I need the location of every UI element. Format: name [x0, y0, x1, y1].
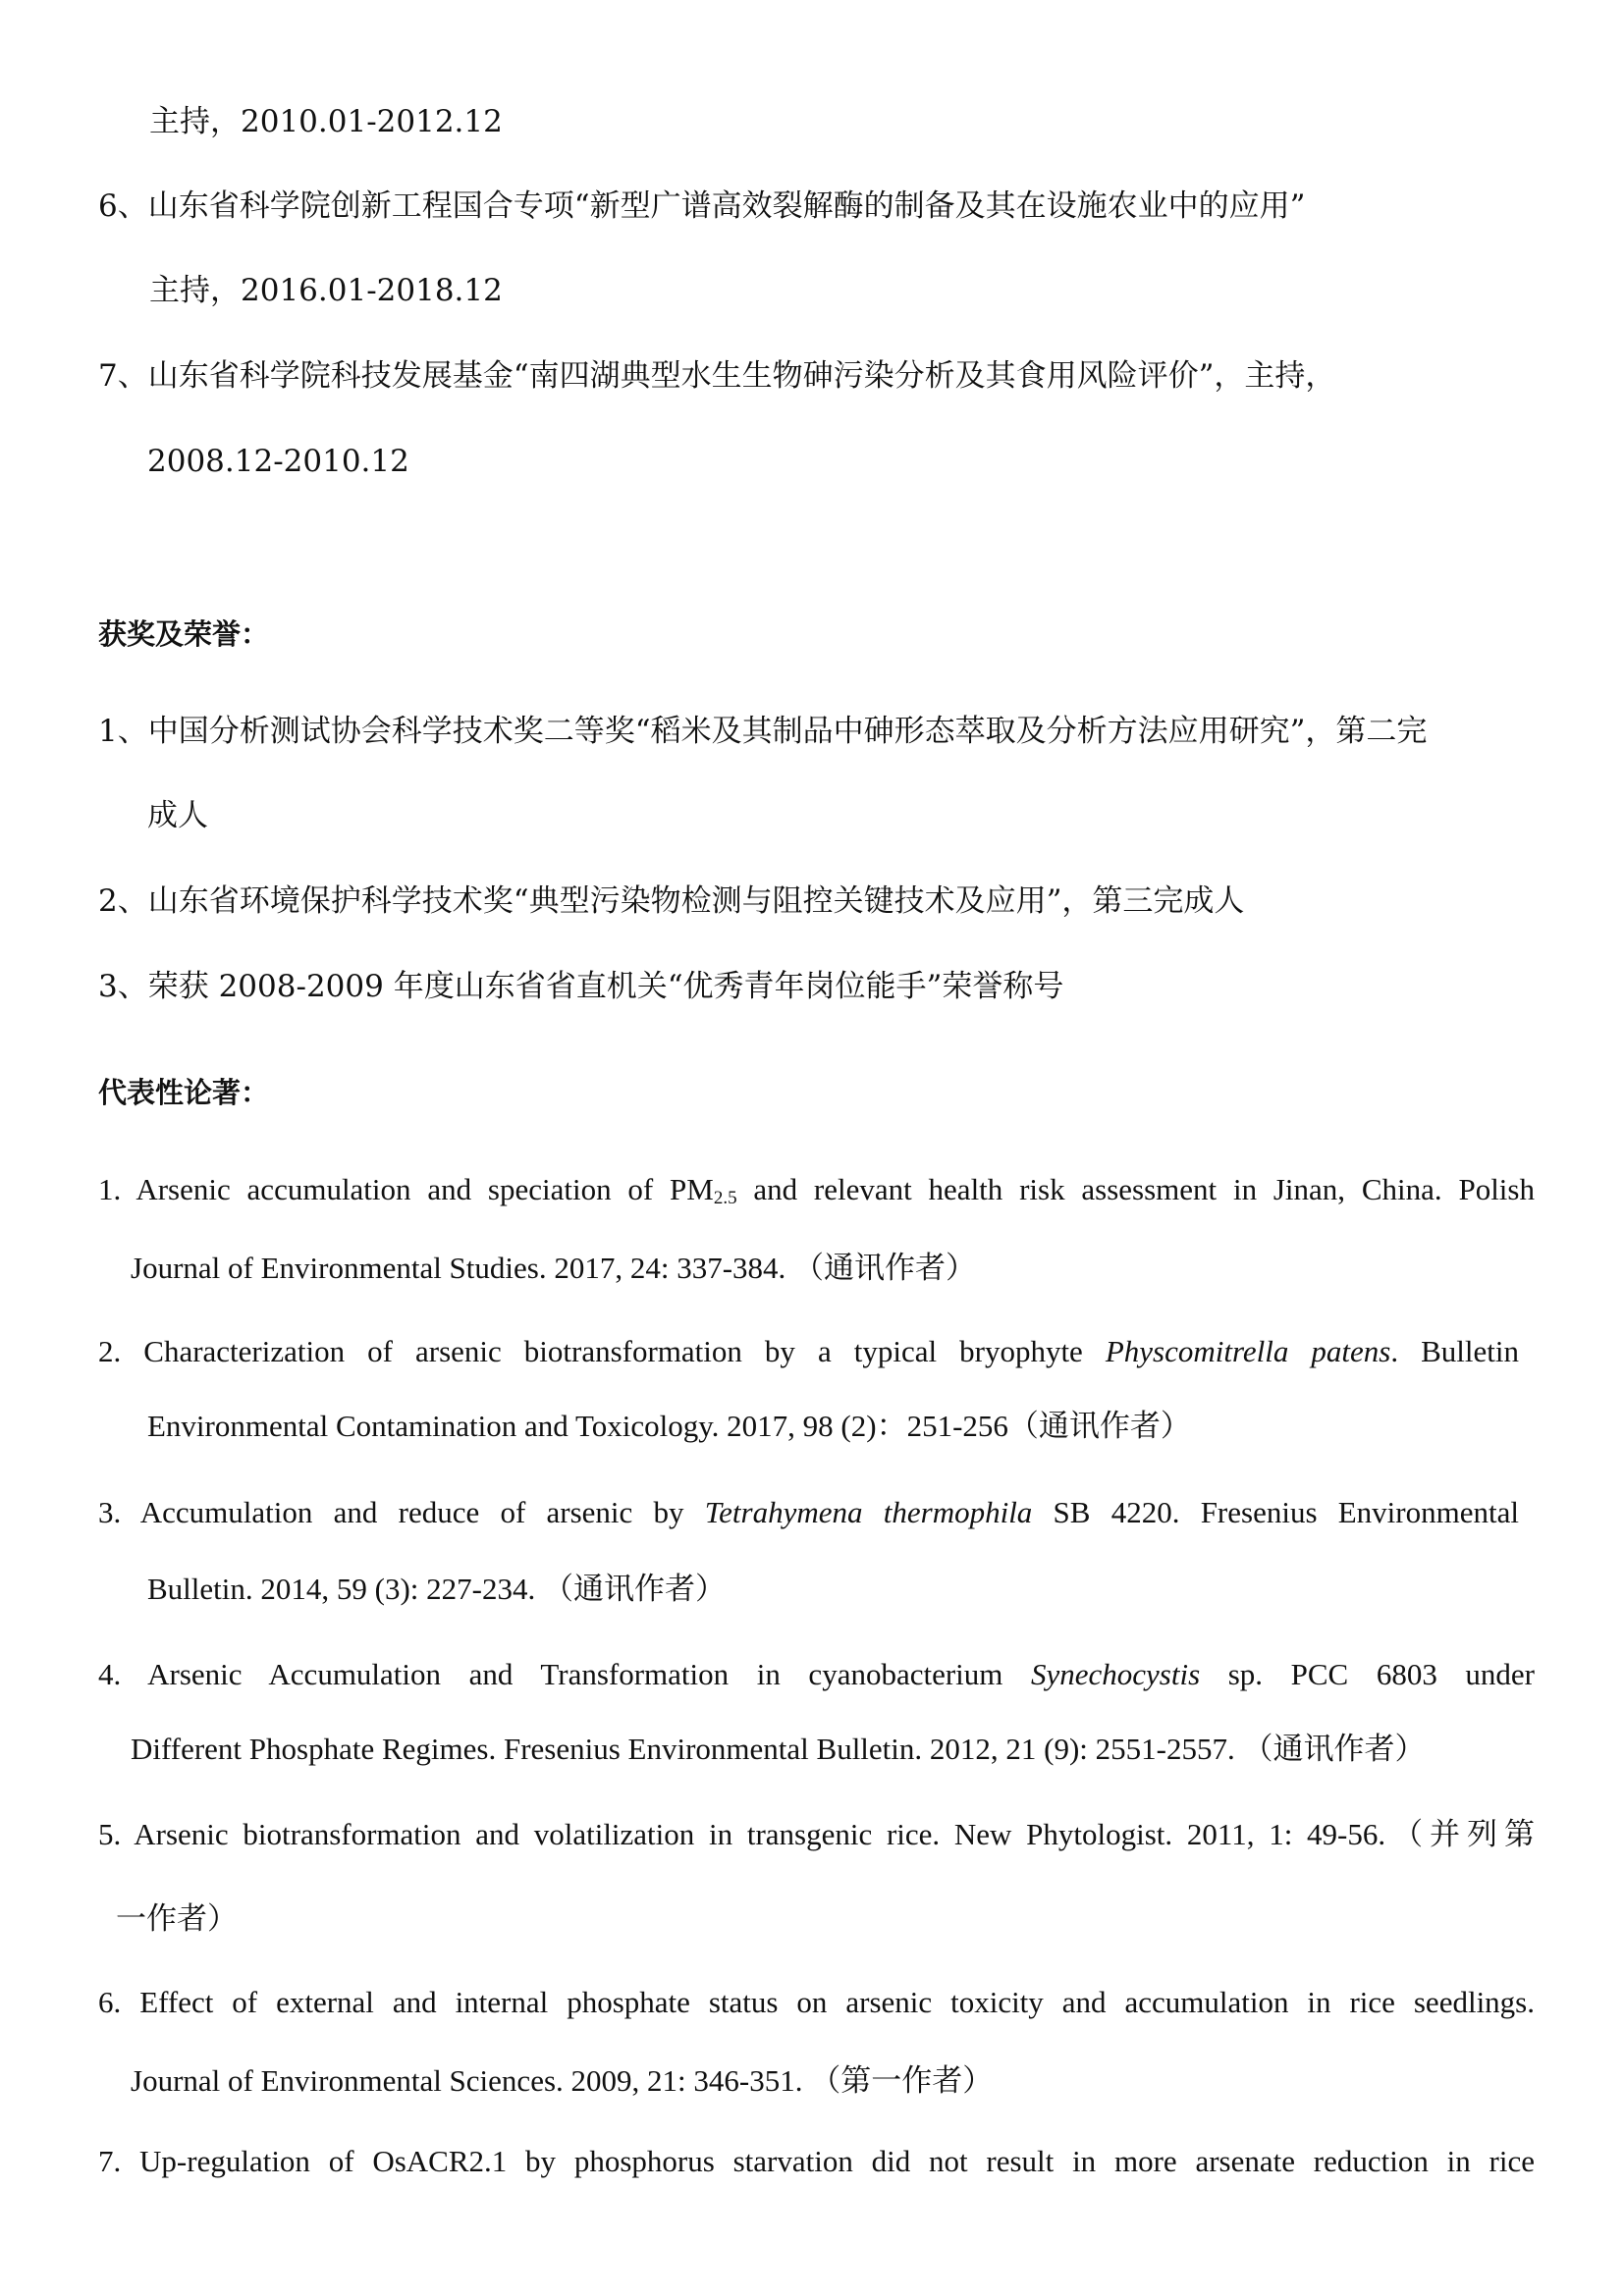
- paper-5-line2: 一作者）: [116, 1901, 238, 1937]
- award-2: 2、山东省环境保护科学技术奖“典型污染物检测与阻控关键技术及应用”，第三完成人: [98, 883, 1245, 919]
- award-3: 3、荣获 2008-2009 年度山东省省直机关“优秀青年岗位能手”荣誉称号: [98, 969, 1064, 1004]
- awards-heading: 获奖及荣誉：: [98, 617, 270, 651]
- paper-4-line1: 4. Arsenic Accumulation and Transformation in cyanobacterium Synechocystis sp. PCC 6803 under: [98, 1657, 1535, 1691]
- project-7-line1: 7、山东省科学院科技发展基金“南四湖典型水生生物砷污染分析及其食用风险评价”，主持，: [98, 358, 1336, 394]
- project-5-continuation: 主持，2010.01-2012.12: [149, 104, 503, 139]
- paper-3-line2: Bulletin. 2014, 59 (3): 227-234. （通讯作者）: [147, 1572, 726, 1606]
- paper-6-line1: 6. Effect of external and internal phosphate status on arsenic toxicity and accumulation in rice seedlings.: [98, 1985, 1535, 2019]
- paper-7-line1: 7. Up-regulation of OsACR2.1 by phosphorus starvation did not result in more arsenate reduction in rice: [98, 2144, 1535, 2178]
- project-7-line2: 2008.12-2010.12: [147, 444, 409, 479]
- paper-5-line1: 5. Arsenic biotransformation and volatilization in transgenic rice. New Phytologist. 2011, 1: 49-56.（并列第: [98, 1817, 1535, 1851]
- project-6-line2: 主持，2016.01-2018.12: [149, 273, 503, 308]
- paper-6-line2: Journal of Environmental Sciences. 2009, 21: 346-351. （第一作者）: [131, 2063, 994, 2098]
- paper-3-line1: 3. Accumulation and reduce of arsenic by Tetrahymena thermophila SB 4220. Fresenius Environmental: [98, 1495, 1519, 1529]
- paper-2-line1: 2. Characterization of arsenic biotransformation by a typical bryophyte Physcomitrella patens. Bulletin: [98, 1334, 1520, 1368]
- paper-1-line1: 1. Arsenic accumulation and speciation of $PM_{2.5}$ and relevant health risk assessment in Jinan, China. Polish: [98, 1172, 1535, 1208]
- paper-1-line2: Journal of Environmental Studies. 2017, 24: 337-384. （通讯作者）: [131, 1251, 977, 1285]
- award-1-line1: 1、中国分析测试协会科学技术奖二等奖“稻米及其制品中砷形态萃取及分析方法应用研究”，第二完: [98, 714, 1428, 749]
- papers-heading: 代表性论著：: [98, 1076, 270, 1109]
- project-6-line1: 6、山东省科学院创新工程国合专项“新型广谱高效裂解酶的制备及其在设施农业中的应用”: [98, 188, 1306, 224]
- paper-4-line2: Different Phosphate Regimes. Fresenius Environmental Bulletin. 2012, 21 (9): 2551-2557. （通讯作者）: [131, 1732, 1426, 1766]
- paper-2-line2: Environmental Contamination and Toxicology. 2017, 98 (2)：251-256（通讯作者）: [147, 1409, 1191, 1443]
- award-1-line2: 成人: [147, 798, 208, 833]
